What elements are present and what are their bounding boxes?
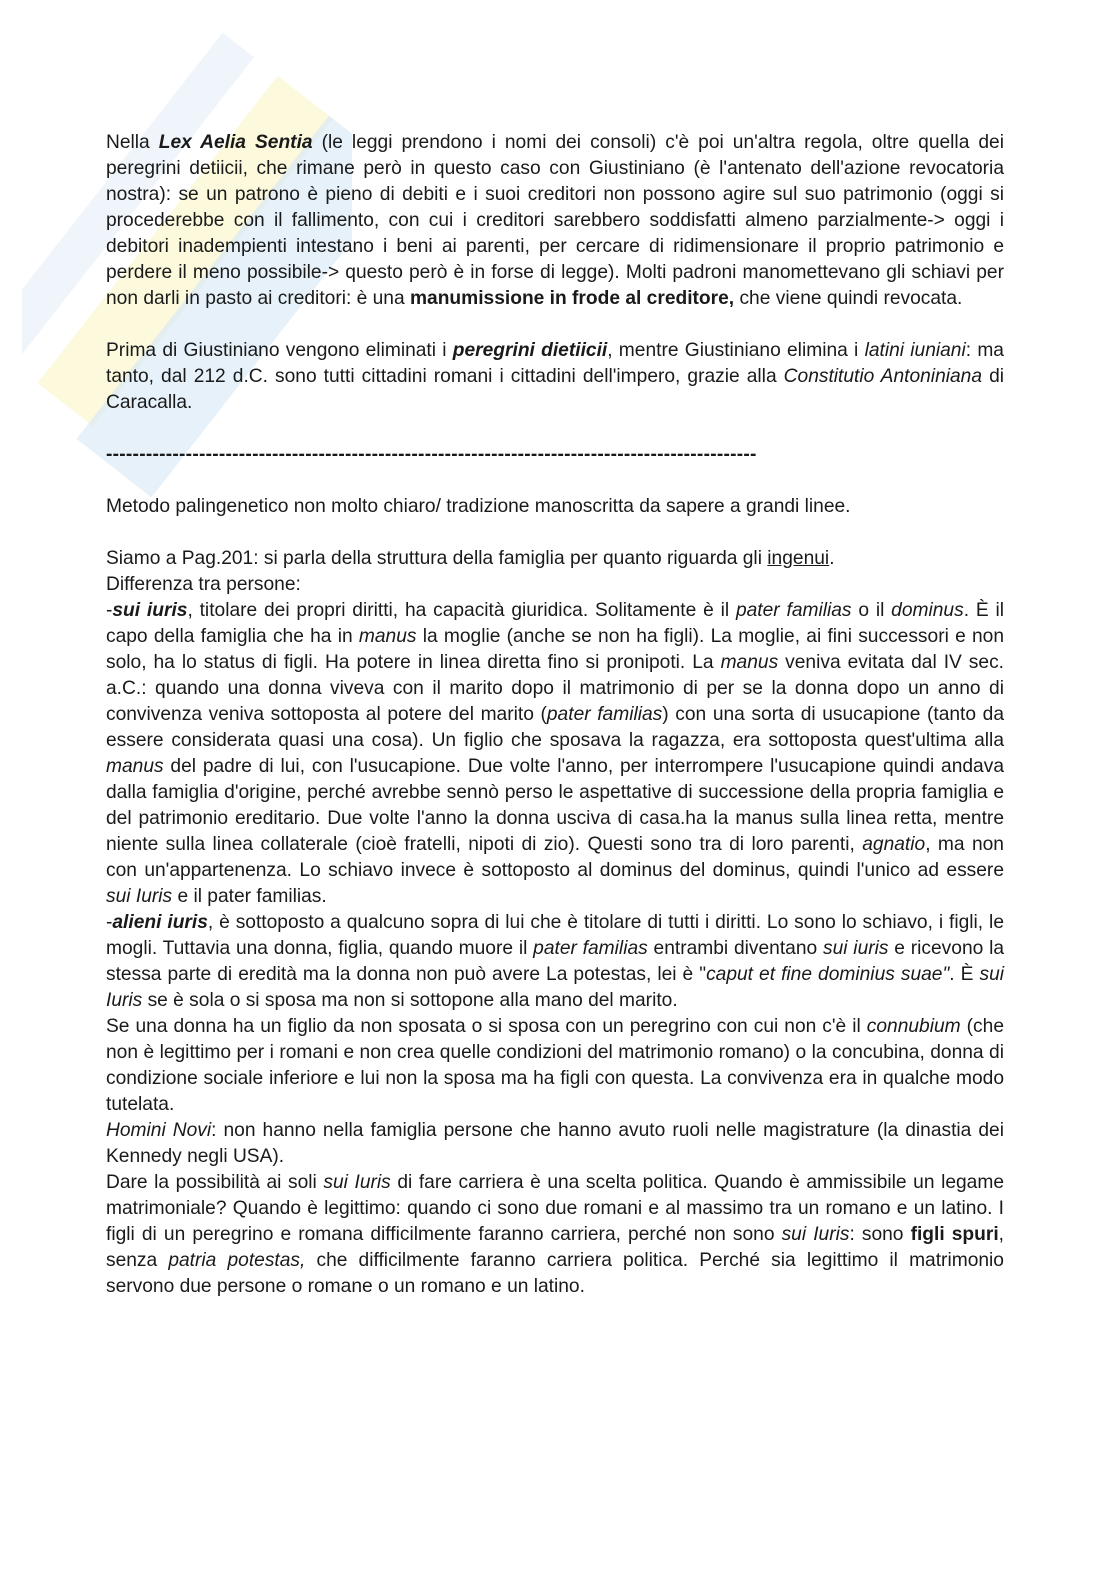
document-page xyxy=(106,130,1004,1300)
separator-line: -------------------------------------------------------------------------------------------------- xyxy=(106,444,757,465)
paragraph-pag-201: Siamo a Pag.201: si parla della struttura della famiglia per quanto riguarda gli ingenui. xyxy=(106,548,835,569)
paragraph-carriera: Dare la possibilità ai soli sui Iuris di fare carriera è una scelta politica. Quando è ammissibile un legame matrimoniale? Quando è legittimo: quando ci sono due romani e al massimo tra un romano e un latino. I figli di un peregrino e romana difficilmente faranno carriera, perché non sono sui Iuris: sono figli spuri, senza patria potestas, che difficilmente faranno carriera politica. Perché sia legittimo il matrimonio servono due persone o romane o un romano e un latino. xyxy=(106,1172,1005,1297)
paragraph-alieni-iuris: -alieni iuris, è sottoposto a qualcuno sopra di lui che è titolare di tutti i diritti. Lo sono lo schiavo, i figli, le mogli. Tuttavia una donna, figlia, quando muore il pater familias entrambi diventano sui iuris e ricevono la stessa parte di eredità ma la donna non può avere La potestas, lei è "caput et fine dominius suae". È sui Iuris se è sola o si sposa ma non si sottopone alla mano del marito. xyxy=(106,912,1005,1011)
paragraph-giustiniano: Prima di Giustiniano vengono eliminati i peregrini dietiicii, mentre Giustiniano elimina i latini iuniani: ma tanto, dal 212 d.C. sono tutti cittadini romani i cittadini dell'impero, grazie alla Constitutio Antoniniana di Caracalla. xyxy=(106,340,1004,413)
paragraph-lex-aelia-sentia: Nella Lex Aelia Sentia (le leggi prendono i nomi dei consoli) c'è poi un'altra regola, oltre quella dei peregrini detiicii, che rimane però in questo caso con Giustiniano (è l'antenato dell'azione revocatoria nostra): se un patrono è pieno di debiti e i suoi creditori non possono agire sul suo patrimonio (oggi si procederebbe con il fallimento, con cui i creditori sarebbero soddisfatti almeno parzialmente-> oggi i debitori inadempienti intestano i beni ai parenti, per cercare di ridimensionare il proprio patrimonio e perdere il meno possibile-> questo però è in forse di legge). Molti padroni manomettevano gli schiavi per non darli in pasto ai creditori: è una manumissione in frode al creditore, che viene quindi revocata. xyxy=(106,132,1004,309)
paragraph-metodo: Metodo palingenetico non molto chiaro/ tradizione manoscritta da sapere a grandi linee. xyxy=(106,496,851,517)
paragraph-homini-novi: Homini Novi: non hanno nella famiglia persone che hanno avuto ruoli nelle magistrature (la dinastia dei Kennedy negli USA). xyxy=(106,1120,1004,1167)
paragraph-connubium: Se una donna ha un figlio da non sposata o si sposa con un peregrino con cui non c'è il connubium (che non è legittimo per i romani e non crea quelle condizioni del matrimonio romano) o la concubina, donna di condizione sociale inferiore e lui non la sposa ma ha figli con questa. La convivenza era in qualche modo tutelata. xyxy=(106,1016,1004,1115)
paragraph-differenza: Differenza tra persone: xyxy=(106,574,301,595)
paragraph-sui-iuris: -sui iuris, titolare dei propri diritti, ha capacità giuridica. Solitamente è il pater familias o il dominus. È il capo della famiglia che ha in manus la moglie (anche se non ha figli). La moglie, ai fini successori e non solo, ha lo status di figli. Ha potere in linea diretta fino si pronipoti. La manus veniva evitata dal IV sec. a.C.: quando una donna viveva con il marito dopo il matrimonio di per se la donna dopo un anno di convivenza veniva sottoposta al potere del marito (pater familias) con una sorta di usucapione (tanto da essere considerata quasi una cosa). Un figlio che sposava la ragazza, era sottoposta quest'ultima alla manus del padre di lui, con l'usucapione. Due volte l'anno, per interrompere l'usucapione quindi andava dalla famiglia d'origine, perché avrebbe sennò perso le aspettative di successione della propria famiglia e del patrimonio ereditario. Due volte l'anno la donna usciva di casa.ha la manus sulla linea retta, mentre niente sulla linea collaterale (cioè fratelli, nipoti di zio). Questi sono tra di loro parenti, agnatio, ma non con un'appartenenza. Lo schiavo invece è sottoposto al dominus del dominus, quindi l'unico ad essere sui Iuris e il pater familias. xyxy=(106,600,1005,907)
